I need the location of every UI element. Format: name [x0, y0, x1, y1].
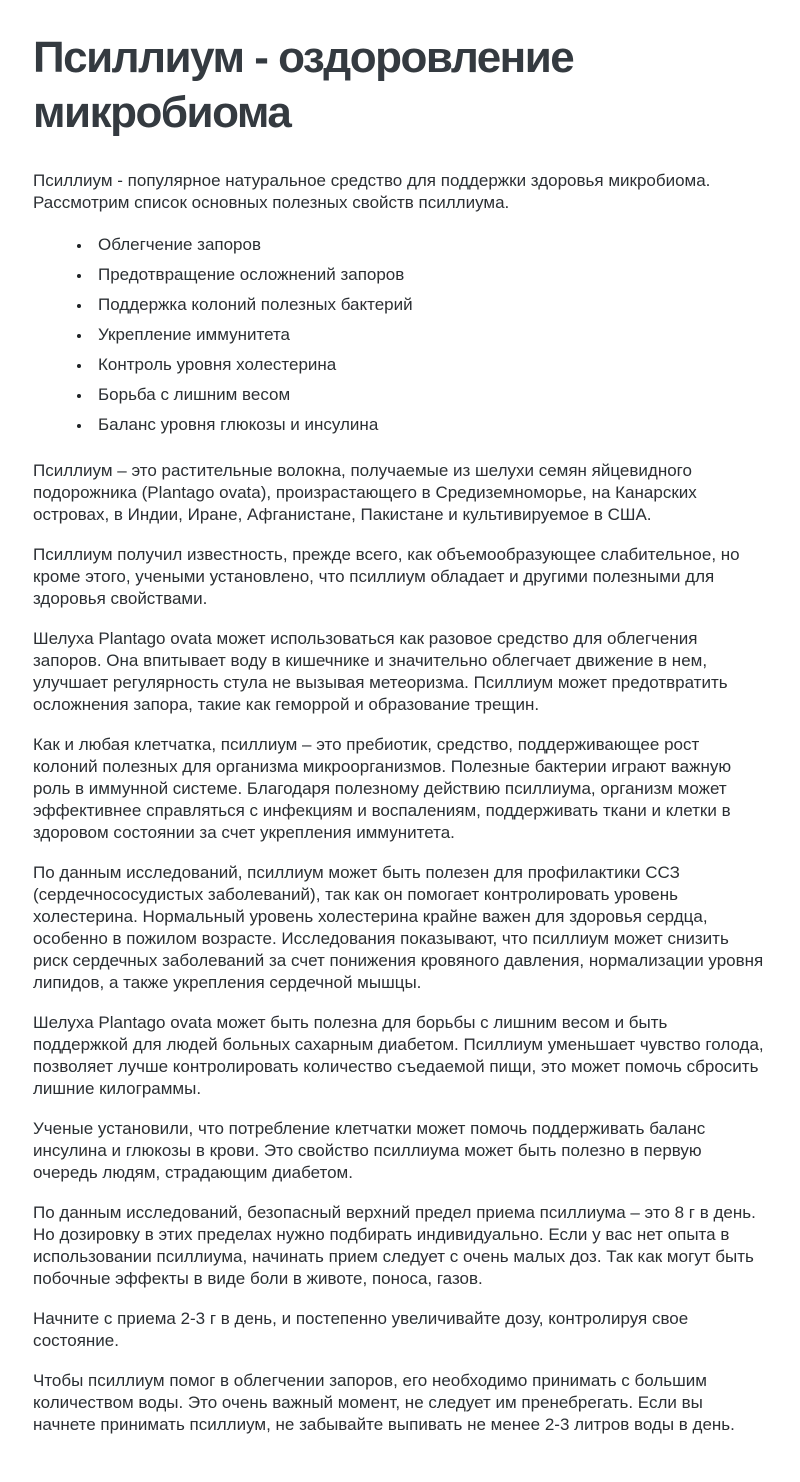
- benefit-item: • Облегчение запоров: [92, 234, 766, 256]
- body-paragraph: По данным исследований, псиллиум может быть полезен для профилактики ССЗ (сердечнососудистых заболеваний), так как он помогает контролировать уровень холестерина. Нормальный уровень холестерина крайне важен для здоровья сердца, особенно в пожилом возрасте. Исследования показывают, что псиллиум может снизить риск сердечных заболеваний за счет понижения кровяного давления, нормализации уровня липидов, а также укрепления сердечной мышцы.: [33, 863, 764, 992]
- body-paragraph: Ученые установили, что потребление клетчатки может помочь поддерживать баланс инсулина и глюкозы в крови. Это свойство псиллиума может быть полезно в первую очередь людям, страдающим диабетом.: [33, 1119, 706, 1182]
- body-paragraph: Начните с приема 2-3 г в день, и постепенно увеличивайте дозу, контролируя свое состояние.: [33, 1309, 689, 1350]
- body-paragraph: По данным исследований, безопасный верхний предел приема псиллиума – это 8 г в день. Но дозировку в этих пределах нужно подбирать индивидуально. Если у вас нет опыта в использовании псиллиума, начинать прием следует с очень малых доз. Так как могут быть побочные эффекты в виде боли в животе, поноса, газов.: [33, 1203, 756, 1288]
- benefit-item: • Поддержка колоний полезных бактерий: [92, 294, 766, 316]
- benefit-item: • Предотвращение осложнений запоров: [92, 264, 766, 286]
- body-paragraph: Шелуха Plantago ovata может быть полезна для борьбы с лишним весом и быть поддержкой для людей больных сахарным диабетом. Псиллиум уменьшает чувство голода, позволяет лучше контролировать количество съедаемой пищи, это может помочь сбросить лишние килограммы.: [33, 1013, 764, 1098]
- body-paragraph: Псиллиум получил известность, прежде всего, как объемообразующее слабительное, но кроме этого, учеными установлено, что псиллиум обладает и другими полезными для здоровья свойствами.: [33, 545, 740, 608]
- intro-paragraph: Псиллиум - популярное натуральное средство для поддержки здоровья микробиома. Рассмотрим список основных полезных свойств псиллиума.: [33, 171, 711, 212]
- benefit-item: • Баланс уровня глюкозы и инсулина: [92, 414, 766, 436]
- body-paragraph: Чтобы псиллиум помог в облегчении запоров, его необходимо принимать с большим количеством воды. Это очень важный момент, не следует им пренебрегать. Если вы начнете принимать псиллиум, не забывайте выпивать не менее 2-3 литров воды в день.: [33, 1371, 735, 1434]
- benefit-item: • Укрепление иммунитета: [92, 324, 766, 346]
- page-title: Псиллиум - оздоровление микробиома: [33, 33, 574, 137]
- benefit-item: • Борьба с лишним весом: [92, 384, 766, 406]
- benefit-item: • Контроль уровня холестерина: [92, 354, 766, 376]
- benefits-list: [33, 234, 766, 436]
- body-paragraph: Шелуха Plantago ovata может использоваться как разовое средство для облегчения запоров. Она впитывает воду в кишечнике и значительно облегчает движение в нем, улучшает регулярность стула не вызывая метеоризма. Псиллиум может предотвратить осложнения запора, такие как геморрой и образование трещин.: [33, 629, 728, 714]
- body-paragraph: Псиллиум – это растительные волокна, получаемые из шелухи семян яйцевидного подорожника (Plantago ovata), произрастающего в Средиземноморье, на Канарских островах, в Индии, Иране, Афганистане, Пакистане и культивируемое в США.: [33, 461, 697, 524]
- body-paragraph: Как и любая клетчатка, псиллиум – это пребиотик, средство, поддерживающее рост колоний полезных для организма микроорганизмов. Полезные бактерии играют важную роль в иммунной системе. Благодаря полезному действию псиллиума, организм может эффективнее справляться с инфекциям и воспалениям, поддерживать ткани и клетки в здоровом состоянии за счет укрепления иммунитета.: [33, 735, 732, 842]
